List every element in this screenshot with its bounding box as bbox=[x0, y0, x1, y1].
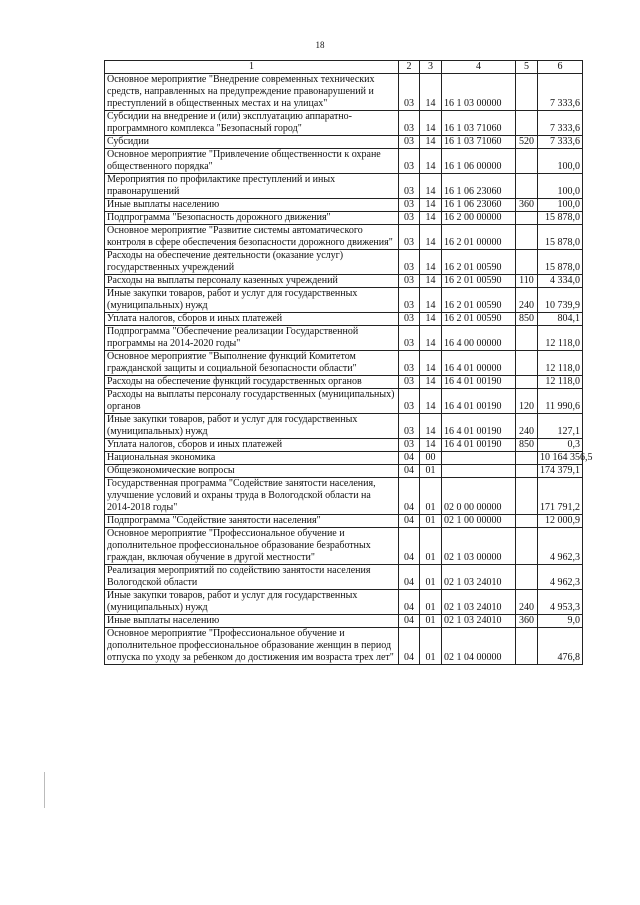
cell-rz: 03 bbox=[399, 111, 420, 136]
cell-csr: 16 1 06 23060 bbox=[442, 174, 516, 199]
cell-name: Расходы на обеспечение функций государственных органов bbox=[105, 376, 399, 389]
cell-sum: 804,1 bbox=[538, 313, 583, 326]
table-row bbox=[105, 465, 583, 478]
cell-vr: 240 bbox=[516, 288, 538, 313]
cell-rz: 04 bbox=[399, 528, 420, 565]
cell-sum: 100,0 bbox=[538, 174, 583, 199]
cell-name: Расходы на выплаты персоналу казенных учреждений bbox=[105, 275, 399, 288]
cell-rz: 03 bbox=[399, 326, 420, 351]
cell-vr bbox=[516, 478, 538, 515]
cell-vr: 240 bbox=[516, 414, 538, 439]
cell-sum: 12 000,9 bbox=[538, 515, 583, 528]
cell-sum: 11 990,6 bbox=[538, 389, 583, 414]
cell-sum: 171 791,2 bbox=[538, 478, 583, 515]
cell-rz: 03 bbox=[399, 174, 420, 199]
cell-pr: 01 bbox=[420, 615, 442, 628]
cell-vr: 360 bbox=[516, 199, 538, 212]
cell-vr bbox=[516, 376, 538, 389]
cell-pr: 14 bbox=[420, 225, 442, 250]
cell-vr: 120 bbox=[516, 389, 538, 414]
cell-name: Подпрограмма "Обеспечение реализации Государственной программы на 2014-2020 годы" bbox=[105, 326, 399, 351]
cell-sum: 15 878,0 bbox=[538, 225, 583, 250]
cell-pr: 14 bbox=[420, 212, 442, 225]
cell-rz: 03 bbox=[399, 414, 420, 439]
cell-name: Субсидии на внедрение и (или) эксплуатацию аппаратно-программного комплекса "Безопасный город" bbox=[105, 111, 399, 136]
margin-mark bbox=[44, 772, 45, 808]
cell-name: Субсидии bbox=[105, 136, 399, 149]
cell-rz: 03 bbox=[399, 250, 420, 275]
table-row bbox=[105, 174, 583, 199]
cell-csr: 16 1 03 71060 bbox=[442, 136, 516, 149]
table-row bbox=[105, 389, 583, 414]
cell-csr: 16 4 00 00000 bbox=[442, 326, 516, 351]
cell-name: Национальная экономика bbox=[105, 452, 399, 465]
cell-pr: 14 bbox=[420, 414, 442, 439]
table-row bbox=[105, 313, 583, 326]
cell-rz: 03 bbox=[399, 376, 420, 389]
cell-sum: 10 164 356,5 bbox=[538, 452, 583, 465]
cell-name: Подпрограмма "Содействие занятости населения" bbox=[105, 515, 399, 528]
cell-csr: 16 2 01 00590 bbox=[442, 313, 516, 326]
cell-rz: 04 bbox=[399, 465, 420, 478]
cell-vr bbox=[516, 351, 538, 376]
cell-name: Уплата налогов, сборов и иных платежей bbox=[105, 313, 399, 326]
cell-vr bbox=[516, 225, 538, 250]
header-row bbox=[105, 61, 583, 74]
cell-vr bbox=[516, 111, 538, 136]
cell-csr: 16 1 03 00000 bbox=[442, 74, 516, 111]
cell-name: Мероприятия по профилактике преступлений и иных правонарушений bbox=[105, 174, 399, 199]
cell-csr: 02 0 00 00000 bbox=[442, 478, 516, 515]
table-row bbox=[105, 212, 583, 225]
cell-vr bbox=[516, 528, 538, 565]
cell-pr: 14 bbox=[420, 74, 442, 111]
cell-rz: 04 bbox=[399, 615, 420, 628]
cell-csr: 16 4 01 00190 bbox=[442, 439, 516, 452]
cell-rz: 03 bbox=[399, 439, 420, 452]
table-row bbox=[105, 326, 583, 351]
cell-vr bbox=[516, 174, 538, 199]
cell-pr: 14 bbox=[420, 439, 442, 452]
cell-name: Иные закупки товаров, работ и услуг для государственных (муниципальных) нужд bbox=[105, 414, 399, 439]
cell-sum: 7 333,6 bbox=[538, 136, 583, 149]
cell-rz: 03 bbox=[399, 225, 420, 250]
cell-sum: 7 333,6 bbox=[538, 74, 583, 111]
cell-pr: 14 bbox=[420, 376, 442, 389]
cell-csr: 16 2 01 00000 bbox=[442, 225, 516, 250]
cell-rz: 04 bbox=[399, 452, 420, 465]
cell-vr bbox=[516, 326, 538, 351]
cell-csr: 16 4 01 00190 bbox=[442, 376, 516, 389]
cell-csr bbox=[442, 452, 516, 465]
cell-rz: 04 bbox=[399, 628, 420, 665]
cell-sum: 10 739,9 bbox=[538, 288, 583, 313]
cell-pr: 14 bbox=[420, 275, 442, 288]
cell-pr: 01 bbox=[420, 515, 442, 528]
table-row bbox=[105, 452, 583, 465]
cell-vr bbox=[516, 515, 538, 528]
cell-rz: 04 bbox=[399, 590, 420, 615]
cell-name: Иные выплаты населению bbox=[105, 199, 399, 212]
table-row bbox=[105, 275, 583, 288]
cell-rz: 03 bbox=[399, 313, 420, 326]
cell-rz: 04 bbox=[399, 515, 420, 528]
cell-rz: 03 bbox=[399, 351, 420, 376]
table-row bbox=[105, 515, 583, 528]
table-row bbox=[105, 414, 583, 439]
cell-pr: 14 bbox=[420, 326, 442, 351]
cell-sum: 4 334,0 bbox=[538, 275, 583, 288]
table-row bbox=[105, 250, 583, 275]
cell-pr: 01 bbox=[420, 628, 442, 665]
cell-pr: 14 bbox=[420, 149, 442, 174]
cell-name: Реализация мероприятий по содействию занятости населения Вологодской области bbox=[105, 565, 399, 590]
cell-name: Расходы на обеспечение деятельности (оказание услуг) государственных учреждений bbox=[105, 250, 399, 275]
cell-name: Основное мероприятие "Профессиональное обучение и дополнительное профессиональное образование безработных граждан, включая обучение в другой местности" bbox=[105, 528, 399, 565]
cell-pr: 01 bbox=[420, 590, 442, 615]
table-row bbox=[105, 225, 583, 250]
cell-sum: 9,0 bbox=[538, 615, 583, 628]
cell-name: Основное мероприятие "Привлечение общественности к охране общественного порядка" bbox=[105, 149, 399, 174]
cell-sum: 100,0 bbox=[538, 199, 583, 212]
cell-csr: 02 1 03 24010 bbox=[442, 565, 516, 590]
cell-csr: 16 1 06 00000 bbox=[442, 149, 516, 174]
cell-rz: 03 bbox=[399, 199, 420, 212]
cell-vr: 360 bbox=[516, 615, 538, 628]
cell-vr: 110 bbox=[516, 275, 538, 288]
cell-pr: 14 bbox=[420, 351, 442, 376]
cell-pr: 01 bbox=[420, 528, 442, 565]
table-row bbox=[105, 74, 583, 111]
cell-name: Основное мероприятие "Развитие системы автоматического контроля в сфере обеспечения безопасности дорожного движения" bbox=[105, 225, 399, 250]
cell-rz: 03 bbox=[399, 275, 420, 288]
cell-name: Расходы на выплаты персоналу государственных (муниципальных) органов bbox=[105, 389, 399, 414]
cell-sum: 174 379,1 bbox=[538, 465, 583, 478]
cell-vr bbox=[516, 628, 538, 665]
cell-pr: 14 bbox=[420, 174, 442, 199]
cell-pr: 14 bbox=[420, 199, 442, 212]
header-csr: 4 bbox=[442, 61, 516, 74]
cell-vr: 850 bbox=[516, 439, 538, 452]
cell-rz: 03 bbox=[399, 136, 420, 149]
cell-vr bbox=[516, 74, 538, 111]
cell-name: Основное мероприятие "Внедрение современных технических средств, направленных на предупреждение правонарушений и преступлений в общественных местах и на улицах" bbox=[105, 74, 399, 111]
cell-sum: 100,0 bbox=[538, 149, 583, 174]
table-row bbox=[105, 136, 583, 149]
cell-pr: 14 bbox=[420, 313, 442, 326]
cell-csr: 16 2 01 00590 bbox=[442, 250, 516, 275]
header-name: 1 bbox=[105, 61, 399, 74]
cell-csr: 16 1 03 71060 bbox=[442, 111, 516, 136]
cell-sum: 12 118,0 bbox=[538, 326, 583, 351]
cell-csr: 16 2 01 00590 bbox=[442, 275, 516, 288]
cell-sum: 127,1 bbox=[538, 414, 583, 439]
header-vr: 5 bbox=[516, 61, 538, 74]
cell-csr: 02 1 03 00000 bbox=[442, 528, 516, 565]
cell-vr bbox=[516, 465, 538, 478]
table-row bbox=[105, 439, 583, 452]
cell-sum: 4 953,3 bbox=[538, 590, 583, 615]
table-row bbox=[105, 565, 583, 590]
cell-vr bbox=[516, 452, 538, 465]
cell-sum: 12 118,0 bbox=[538, 351, 583, 376]
cell-pr: 14 bbox=[420, 111, 442, 136]
cell-sum: 12 118,0 bbox=[538, 376, 583, 389]
cell-pr: 00 bbox=[420, 452, 442, 465]
table-row bbox=[105, 376, 583, 389]
table-row bbox=[105, 111, 583, 136]
cell-pr: 14 bbox=[420, 288, 442, 313]
table-row bbox=[105, 528, 583, 565]
cell-vr bbox=[516, 212, 538, 225]
table-row bbox=[105, 590, 583, 615]
cell-pr: 14 bbox=[420, 136, 442, 149]
header-pr: 3 bbox=[420, 61, 442, 74]
cell-pr: 14 bbox=[420, 250, 442, 275]
cell-name: Государственная программа "Содействие занятости населения, улучшение условий и охраны труда в Вологодской области на 2014-2018 годы" bbox=[105, 478, 399, 515]
cell-csr: 02 1 00 00000 bbox=[442, 515, 516, 528]
cell-pr: 14 bbox=[420, 389, 442, 414]
cell-csr: 16 2 01 00590 bbox=[442, 288, 516, 313]
cell-sum: 0,3 bbox=[538, 439, 583, 452]
cell-name: Иные выплаты населению bbox=[105, 615, 399, 628]
header-rz: 2 bbox=[399, 61, 420, 74]
budget-table bbox=[104, 60, 593, 665]
cell-csr: 16 4 01 00000 bbox=[442, 351, 516, 376]
cell-csr: 16 1 06 23060 bbox=[442, 199, 516, 212]
cell-rz: 04 bbox=[399, 565, 420, 590]
cell-sum: 476,8 bbox=[538, 628, 583, 665]
cell-sum: 4 962,3 bbox=[538, 528, 583, 565]
cell-name: Основное мероприятие "Профессиональное обучение и дополнительное профессиональное образование женщин в период отпуска по уходу за ребенком до достижения им возраста трех лет" bbox=[105, 628, 399, 665]
table-row bbox=[105, 288, 583, 313]
cell-name: Основное мероприятие "Выполнение функций Комитетом гражданской защиты и социальной безопасности области" bbox=[105, 351, 399, 376]
cell-vr bbox=[516, 149, 538, 174]
cell-pr: 01 bbox=[420, 478, 442, 515]
cell-pr: 01 bbox=[420, 565, 442, 590]
table-row bbox=[105, 615, 583, 628]
table-row bbox=[105, 351, 583, 376]
table-row bbox=[105, 478, 583, 515]
cell-name: Общеэкономические вопросы bbox=[105, 465, 399, 478]
cell-csr: 16 2 00 00000 bbox=[442, 212, 516, 225]
cell-vr: 520 bbox=[516, 136, 538, 149]
cell-vr: 850 bbox=[516, 313, 538, 326]
cell-csr bbox=[442, 465, 516, 478]
cell-name: Уплата налогов, сборов и иных платежей bbox=[105, 439, 399, 452]
cell-vr bbox=[516, 250, 538, 275]
header-sum: 6 bbox=[538, 61, 583, 74]
cell-rz: 03 bbox=[399, 74, 420, 111]
cell-rz: 03 bbox=[399, 389, 420, 414]
cell-vr: 240 bbox=[516, 590, 538, 615]
cell-csr: 02 1 03 24010 bbox=[442, 615, 516, 628]
cell-name: Иные закупки товаров, работ и услуг для государственных (муниципальных) нужд bbox=[105, 590, 399, 615]
cell-sum: 15 878,0 bbox=[538, 250, 583, 275]
cell-rz: 03 bbox=[399, 212, 420, 225]
cell-pr: 01 bbox=[420, 465, 442, 478]
cell-csr: 02 1 03 24010 bbox=[442, 590, 516, 615]
table-row bbox=[105, 628, 583, 665]
cell-sum: 15 878,0 bbox=[538, 212, 583, 225]
cell-csr: 16 4 01 00190 bbox=[442, 414, 516, 439]
cell-name: Подпрограмма "Безопасность дорожного движения" bbox=[105, 212, 399, 225]
cell-vr bbox=[516, 565, 538, 590]
cell-csr: 02 1 04 00000 bbox=[442, 628, 516, 665]
cell-csr: 16 4 01 00190 bbox=[442, 389, 516, 414]
table-row bbox=[105, 199, 583, 212]
cell-rz: 04 bbox=[399, 478, 420, 515]
cell-sum: 4 962,3 bbox=[538, 565, 583, 590]
page-number: 18 bbox=[315, 40, 325, 50]
cell-sum: 7 333,6 bbox=[538, 111, 583, 136]
cell-rz: 03 bbox=[399, 288, 420, 313]
table-row bbox=[105, 149, 583, 174]
cell-name: Иные закупки товаров, работ и услуг для государственных (муниципальных) нужд bbox=[105, 288, 399, 313]
cell-rz: 03 bbox=[399, 149, 420, 174]
